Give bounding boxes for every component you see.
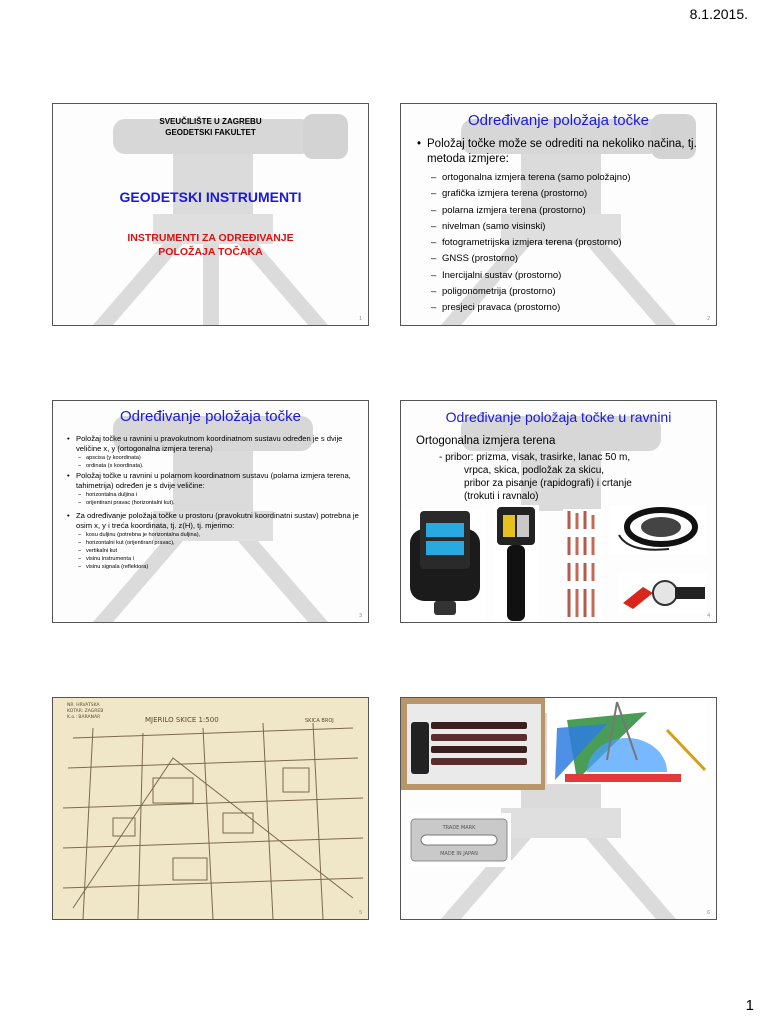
slide-3 <box>52 400 369 623</box>
tape-reel-image <box>619 573 707 613</box>
ranging-poles-image <box>563 509 603 619</box>
bullet-paragraph: • Položaj točke u ravnini u polarnom koordinatnom sustavu (polarna izmjera terena, tahimetrija) određen je s dvije veličine: <box>67 471 360 491</box>
subtitle-line-2: POLOŽAJA TOČAKA <box>158 246 263 258</box>
slide-5 <box>52 697 369 920</box>
sub-item: – vertikalni kut <box>67 547 360 555</box>
page-number: 1 <box>745 997 754 1014</box>
map-header-line: NR. HRVATSKA <box>67 703 100 708</box>
presentation-title: GEODETSKI INSTRUMENTI <box>119 189 302 205</box>
map-header-line: K.o.: BARANAR <box>67 715 101 720</box>
method-item: – Inercijalni sustav (prostorno) <box>417 268 708 284</box>
page-date: 8.1.2015. <box>689 6 748 22</box>
method-item: – poligonometrija (prostorno) <box>417 284 708 300</box>
map-title: MJERILO SKICE 1:500 <box>145 716 219 724</box>
slide-title: Određivanje položaja točke <box>468 112 649 129</box>
map-sheet-label: SKICA BROJ <box>305 718 334 724</box>
plumb-prism-image <box>493 505 539 621</box>
slide-title: Određivanje položaja točke <box>120 408 301 425</box>
map-header-line: KOTAR: ZAGREB <box>67 709 104 714</box>
razor-blade-image <box>407 813 511 867</box>
sub-item: – ordinata (x koordinata). <box>67 462 360 470</box>
sub-item: – apscisa (y koordinata) <box>67 454 360 462</box>
method-subtitle: Ortogonalna izmjera terena <box>416 435 556 447</box>
sub-item: – kosu duljinu (potrebna je horizontalna duljina), <box>67 531 360 539</box>
sub-item: – orijentirani pravac (horizontalni kut). <box>67 499 360 507</box>
faculty-name: GEODETSKI FAKULTET <box>165 128 256 137</box>
method-item: – ortogonalna izmjera terena (samo položajno) <box>417 170 708 186</box>
slide-number: 2 <box>707 316 710 322</box>
slide-number: 3 <box>359 613 362 619</box>
bullet-paragraph: • Položaj točke u ravnini u pravokutnom koordinatnom sustavu određen je s dvije veličine x, y (ortogonalna izmjera terena) <box>67 434 360 454</box>
slide-4 <box>400 400 717 623</box>
equipment-list: - pribor: prizma, visak, trasirke, lanac 50 m, vrpca, skica, podložak za skicu, pribor za pisanje (rapidografi) i crtanje (trokuti i ravnalo) <box>439 452 632 502</box>
blade-text-top: TRADE MARK <box>442 825 476 831</box>
sub-item: – horizontalna duljina i <box>67 491 360 499</box>
sub-item: – horizontalni kut (orijentirani pravac), <box>67 539 360 547</box>
university-name: SVEUČILIŠTE U ZAGREBU <box>159 117 262 126</box>
measuring-tape-image <box>609 505 707 555</box>
rapidograph-set-image <box>401 698 545 790</box>
sub-item: – visinu signala (reflektora) <box>67 563 360 571</box>
drawing-triangles-image <box>547 700 707 784</box>
slide-2 <box>400 103 717 326</box>
method-item: – GNSS (prostorno) <box>417 251 708 267</box>
slide-title: Određivanje položaja točke u ravnini <box>445 409 672 425</box>
methods-list <box>417 137 708 317</box>
university-header <box>53 116 368 138</box>
subtitle-line-1: INSTRUMENTI ZA ODREĐIVANJE <box>127 232 294 244</box>
bullet-paragraph: • Za određivanje položaja točke u prostoru (pravokutni koordinatni sustav) potrebna je osim x, y i treća koordinata, tj. z(H), tj. mjerimo: <box>67 511 360 531</box>
slide-6 <box>400 697 717 920</box>
method-item: – polarna izmjera terena (prostorno) <box>417 203 708 219</box>
slide-number: 6 <box>707 910 710 916</box>
sub-item: – visinu instrumenta i <box>67 555 360 563</box>
method-item: – grafička izmjera terena (prostorno) <box>417 186 708 202</box>
slide-number: 1 <box>359 316 362 322</box>
method-item: – presjeci pravaca (prostorno) <box>417 300 708 316</box>
prism-instrument-image <box>404 509 486 621</box>
method-item: – fotogrametrijska izmjera terena (prostorno) <box>417 235 708 251</box>
content-list <box>67 433 360 571</box>
presentation-subtitle <box>53 231 368 259</box>
slide-1 <box>52 103 369 326</box>
slide-number: 4 <box>707 613 710 619</box>
survey-sketch-map <box>53 698 368 919</box>
blade-text-bottom: MADE IN JAPAN <box>440 851 478 857</box>
method-item: – nivelman (samo visinski) <box>417 219 708 235</box>
slide-number: 5 <box>359 910 362 916</box>
intro-bullet: • Položaj točke može se odrediti na nekoliko načina, tj. metoda izmjere: <box>417 137 708 167</box>
